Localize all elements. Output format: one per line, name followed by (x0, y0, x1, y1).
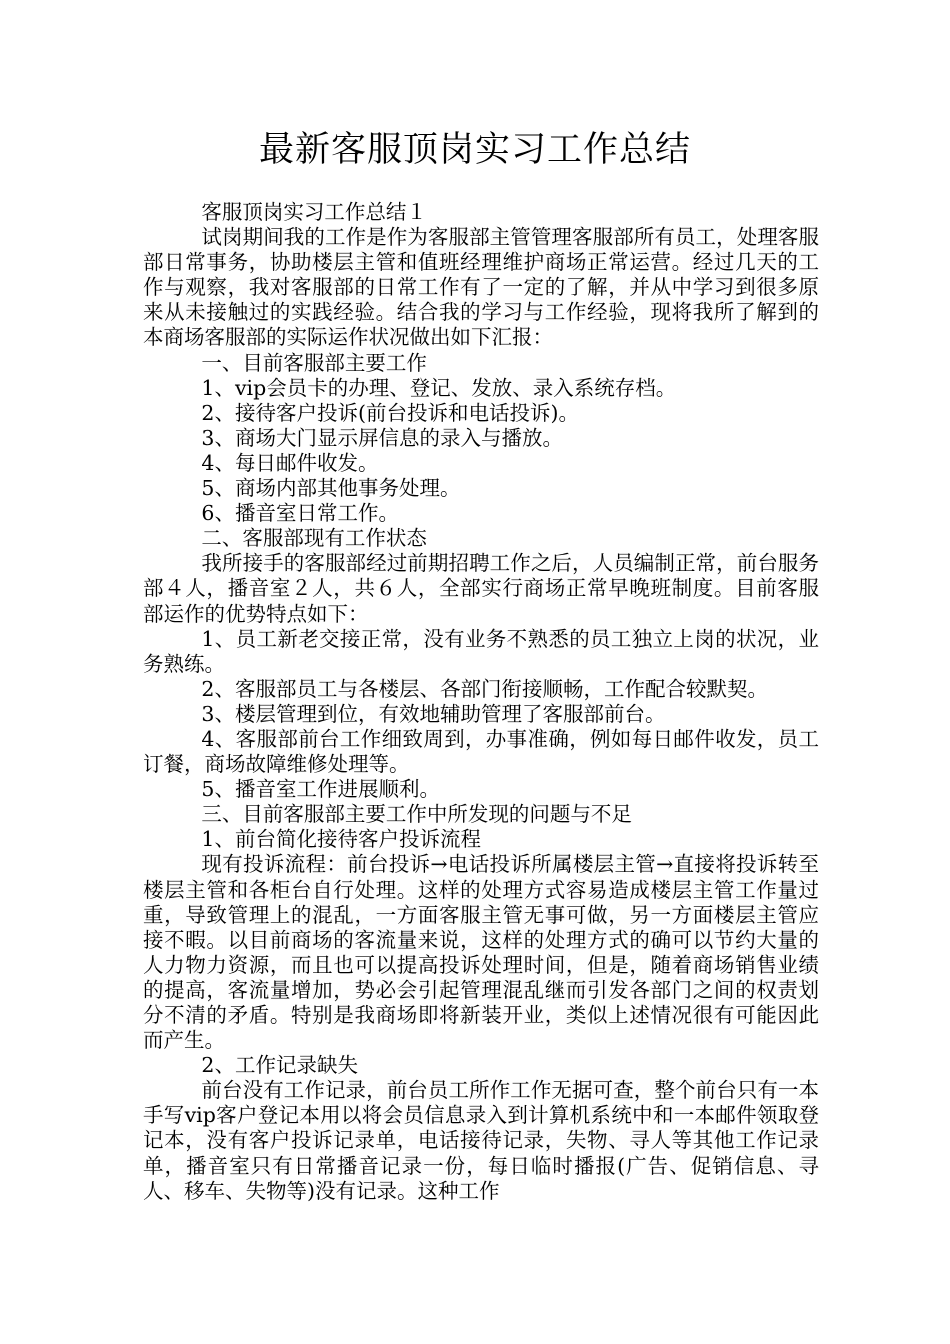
subsection-heading: 1、前台简化接待客户投诉流程 (201, 827, 481, 852)
list-item: 4、每日邮件收发。 (201, 450, 379, 475)
section-heading: 客服顶岗实习工作总结１ (201, 200, 427, 224)
subsection-heading: 2、工作记录缺失 (201, 1053, 358, 1078)
section-heading: 一、目前客服部主要工作 (201, 350, 427, 375)
list-item: 6、播音室日常工作。 (201, 501, 399, 526)
list-item: 3、楼层管理到位，有效地辅助管理了客服部前台。 (201, 701, 666, 726)
list-item: 2、客服部员工与各楼层、各部门衔接顺畅，工作配合较默契。 (201, 676, 768, 701)
list-item: 4、客服部前台工作细致周到，办事准确，例如每日邮件收发，员工订餐，商场故障维修处理等。 (143, 726, 819, 777)
list-item: 5、播音室工作进展顺利。 (201, 777, 440, 802)
section-heading: 二、客服部现有工作状态 (201, 526, 427, 551)
list-item: 1、员工新老交接正常，没有业务不熟悉的员工独立上岗的状况，业务熟练。 (143, 626, 819, 676)
document-body (143, 200, 819, 1204)
paragraph: 试岗期间我的工作是作为客服部主管管理客服部所有员工，处理客服部日常事务，协助楼层主管和值班经理维护商场正常运营。经过几天的工作与观察，我对客服部的日常工作有了一定的了解，并从中学习到很多原来从未接触过的实践经验。结合我的学习与工作经验，现将我所了解到的本商场客服部的实际运作状况做出如下汇报： (143, 225, 819, 350)
section-heading: 三、目前客服部主要工作中所发现的问题与不足 (201, 802, 632, 827)
list-item: 3、商场大门显示屏信息的录入与播放。 (201, 425, 563, 450)
paragraph: 我所接手的客服部经过前期招聘工作之后，人员编制正常，前台服务部４人，播音室２人，共６人，全部实行商场正常早晚班制度。目前客服部运作的优势特点如下： (143, 551, 819, 626)
list-item: 1、vip会员卡的办理、登记、发放、录入系统存档。 (201, 375, 677, 400)
paragraph: 现有投诉流程：前台投诉→电话投诉所属楼层主管→直接将投诉转至楼层主管和各柜台自行处理。这样的处理方式容易造成楼层主管工作量过重，导致管理上的混乱，一方面客服主管无事可做，另一方面楼层主管应接不暇。以目前商场的客流量来说，这样的处理方式的确可以节约大量的人力物力资源，而且也可以提高投诉处理时间，但是，随着商场销售业绩的提高，客流量增加，势必会引起管理混乱继而引发各部门之间的权责划分不清的矛盾。特别是我商场即将新装开业，类似上述情况很有可能因此而产生。 (143, 852, 819, 1053)
list-item: 2、接待客户投诉(前台投诉和电话投诉)。 (201, 400, 579, 425)
document-title: 最新客服顶岗实习工作总结 (258, 130, 691, 170)
list-item: 5、商场内部其他事务处理。 (201, 476, 461, 501)
paragraph: 前台没有工作记录，前台员工所作工作无据可查，整个前台只有一本手写vip客户登记本用以将会员信息录入到计算机系统中和一本邮件领取登记本，没有客户投诉记录单，电话接待记录，失物、寻人等其他工作记录单，播音室只有日常播音记录一份，每日临时播报(广告、促销信息、寻人、移车、失物等)没有记录。这种工作 (143, 1078, 819, 1203)
